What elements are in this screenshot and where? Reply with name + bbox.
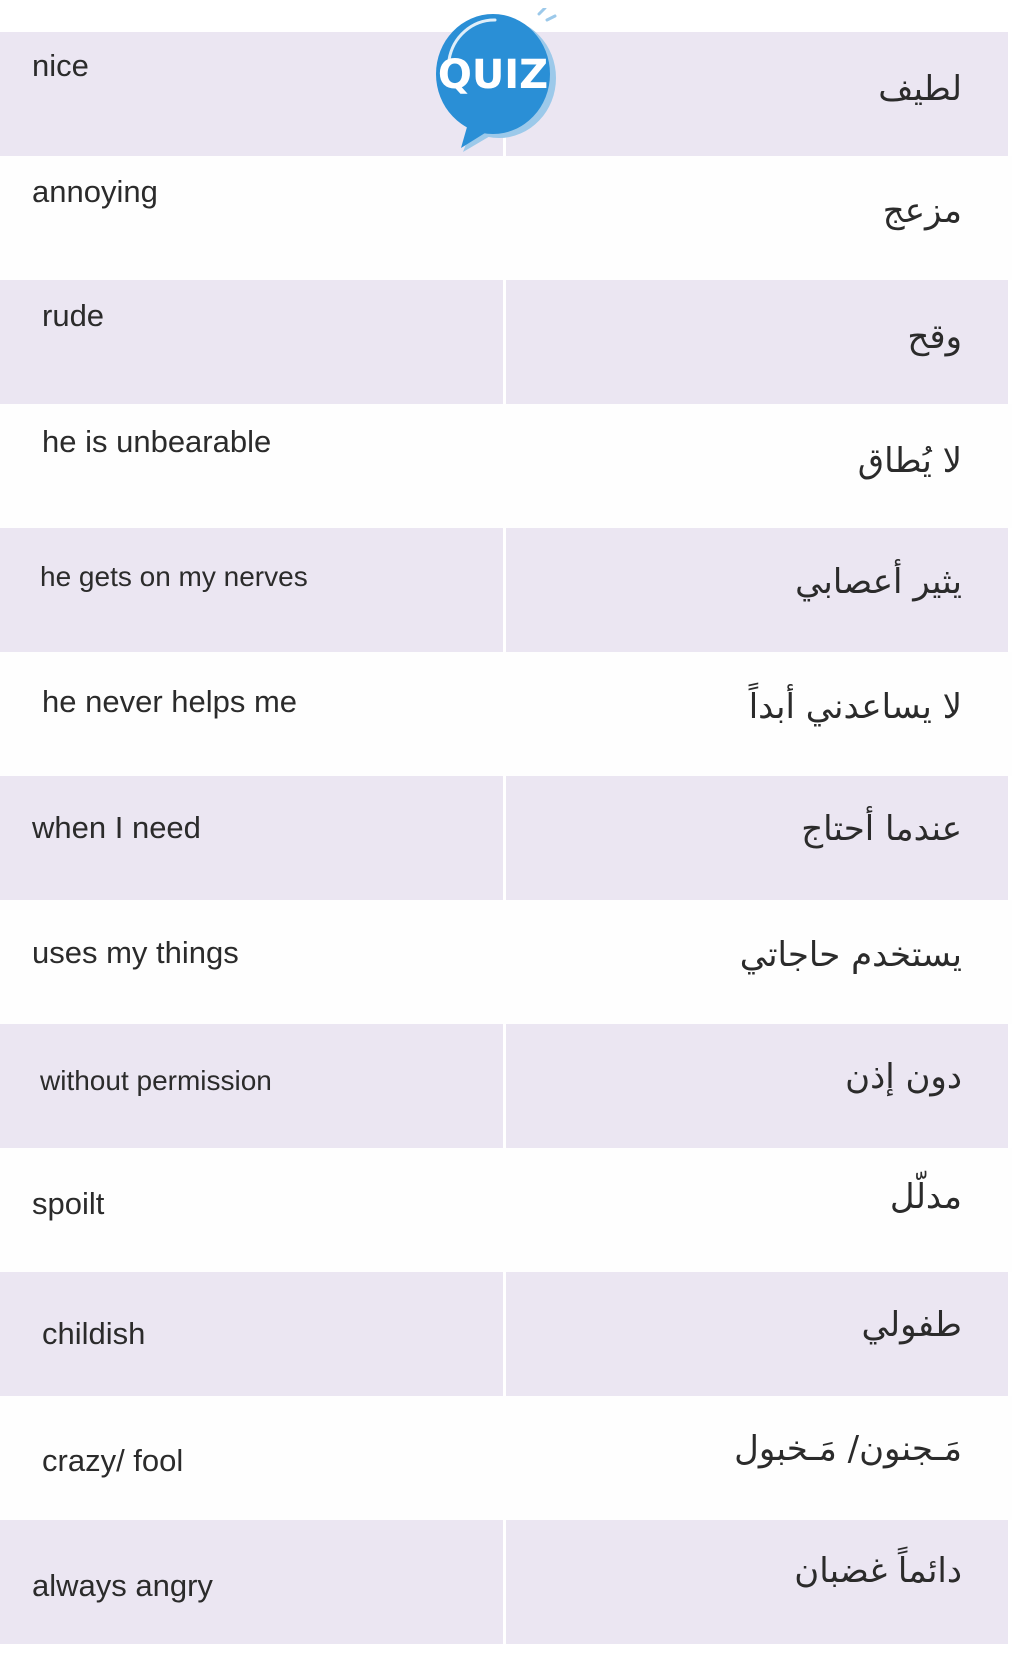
column-divider: [503, 528, 506, 652]
arabic-word: يستخدم حاجاتي: [739, 935, 962, 975]
arabic-word: طفولي: [861, 1305, 962, 1345]
vocabulary-table: [0, 32, 1012, 1644]
table-row: [0, 404, 1012, 528]
english-word: uses my things: [32, 935, 239, 970]
sparkle-line: [539, 8, 545, 14]
arabic-word: لا يساعدني أبداً: [748, 687, 962, 727]
english-word: rude: [42, 298, 105, 333]
table-row: [0, 1148, 1012, 1272]
english-word: when I need: [32, 810, 201, 845]
table-row: [0, 1272, 1012, 1396]
table-row: [0, 1024, 1012, 1148]
row-edge: [1008, 32, 1012, 156]
row-edge: [1008, 1024, 1012, 1148]
table-row: [0, 652, 1012, 776]
arabic-word: دائماً غضبان: [794, 1551, 962, 1591]
english-word: without permission: [40, 1065, 272, 1096]
column-divider: [503, 1024, 506, 1148]
arabic-word: لطيف: [878, 69, 962, 109]
table-row: [0, 1520, 1012, 1644]
table-row: [0, 528, 1012, 652]
quiz-bubble-graphic: [433, 8, 559, 154]
english-word: always angry: [32, 1568, 213, 1603]
arabic-word: لا يُطاق: [857, 441, 962, 481]
row-edge: [1008, 528, 1012, 652]
arabic-word: مزعج: [882, 191, 962, 231]
table-row: [0, 280, 1012, 404]
row-edge: [1008, 280, 1012, 404]
arabic-word: مَـجنون/ مَـخبول: [734, 1429, 962, 1469]
arabic-word: مدلّل: [889, 1177, 962, 1217]
english-word: crazy/ fool: [42, 1443, 184, 1478]
quiz-label: QUIZ: [437, 52, 549, 98]
arabic-word: وقح: [907, 317, 962, 357]
row-edge: [1008, 1520, 1012, 1644]
arabic-word: عندما أحتاج: [801, 809, 962, 849]
column-divider: [503, 280, 506, 404]
arabic-word: دون إذن: [845, 1057, 962, 1097]
row-edge: [1008, 1272, 1012, 1396]
english-word: spoilt: [32, 1186, 105, 1221]
english-word: nice: [32, 48, 89, 83]
column-divider: [503, 776, 506, 900]
table-row: [0, 1396, 1012, 1520]
sparkle-line: [547, 16, 555, 20]
english-word: childish: [42, 1316, 146, 1351]
table-row: [0, 776, 1012, 900]
english-word: he gets on my nerves: [40, 561, 308, 592]
english-word: annoying: [32, 174, 158, 209]
arabic-word: يثير أعصابي: [795, 562, 962, 602]
english-word: he never helps me: [42, 684, 298, 719]
quiz-bubble-icon: [433, 8, 559, 154]
english-word: he is unbearable: [42, 424, 272, 459]
table-row: [0, 156, 1012, 280]
column-divider: [503, 1520, 506, 1644]
column-divider: [503, 1272, 506, 1396]
table-row: [0, 900, 1012, 1024]
row-edge: [1008, 776, 1012, 900]
